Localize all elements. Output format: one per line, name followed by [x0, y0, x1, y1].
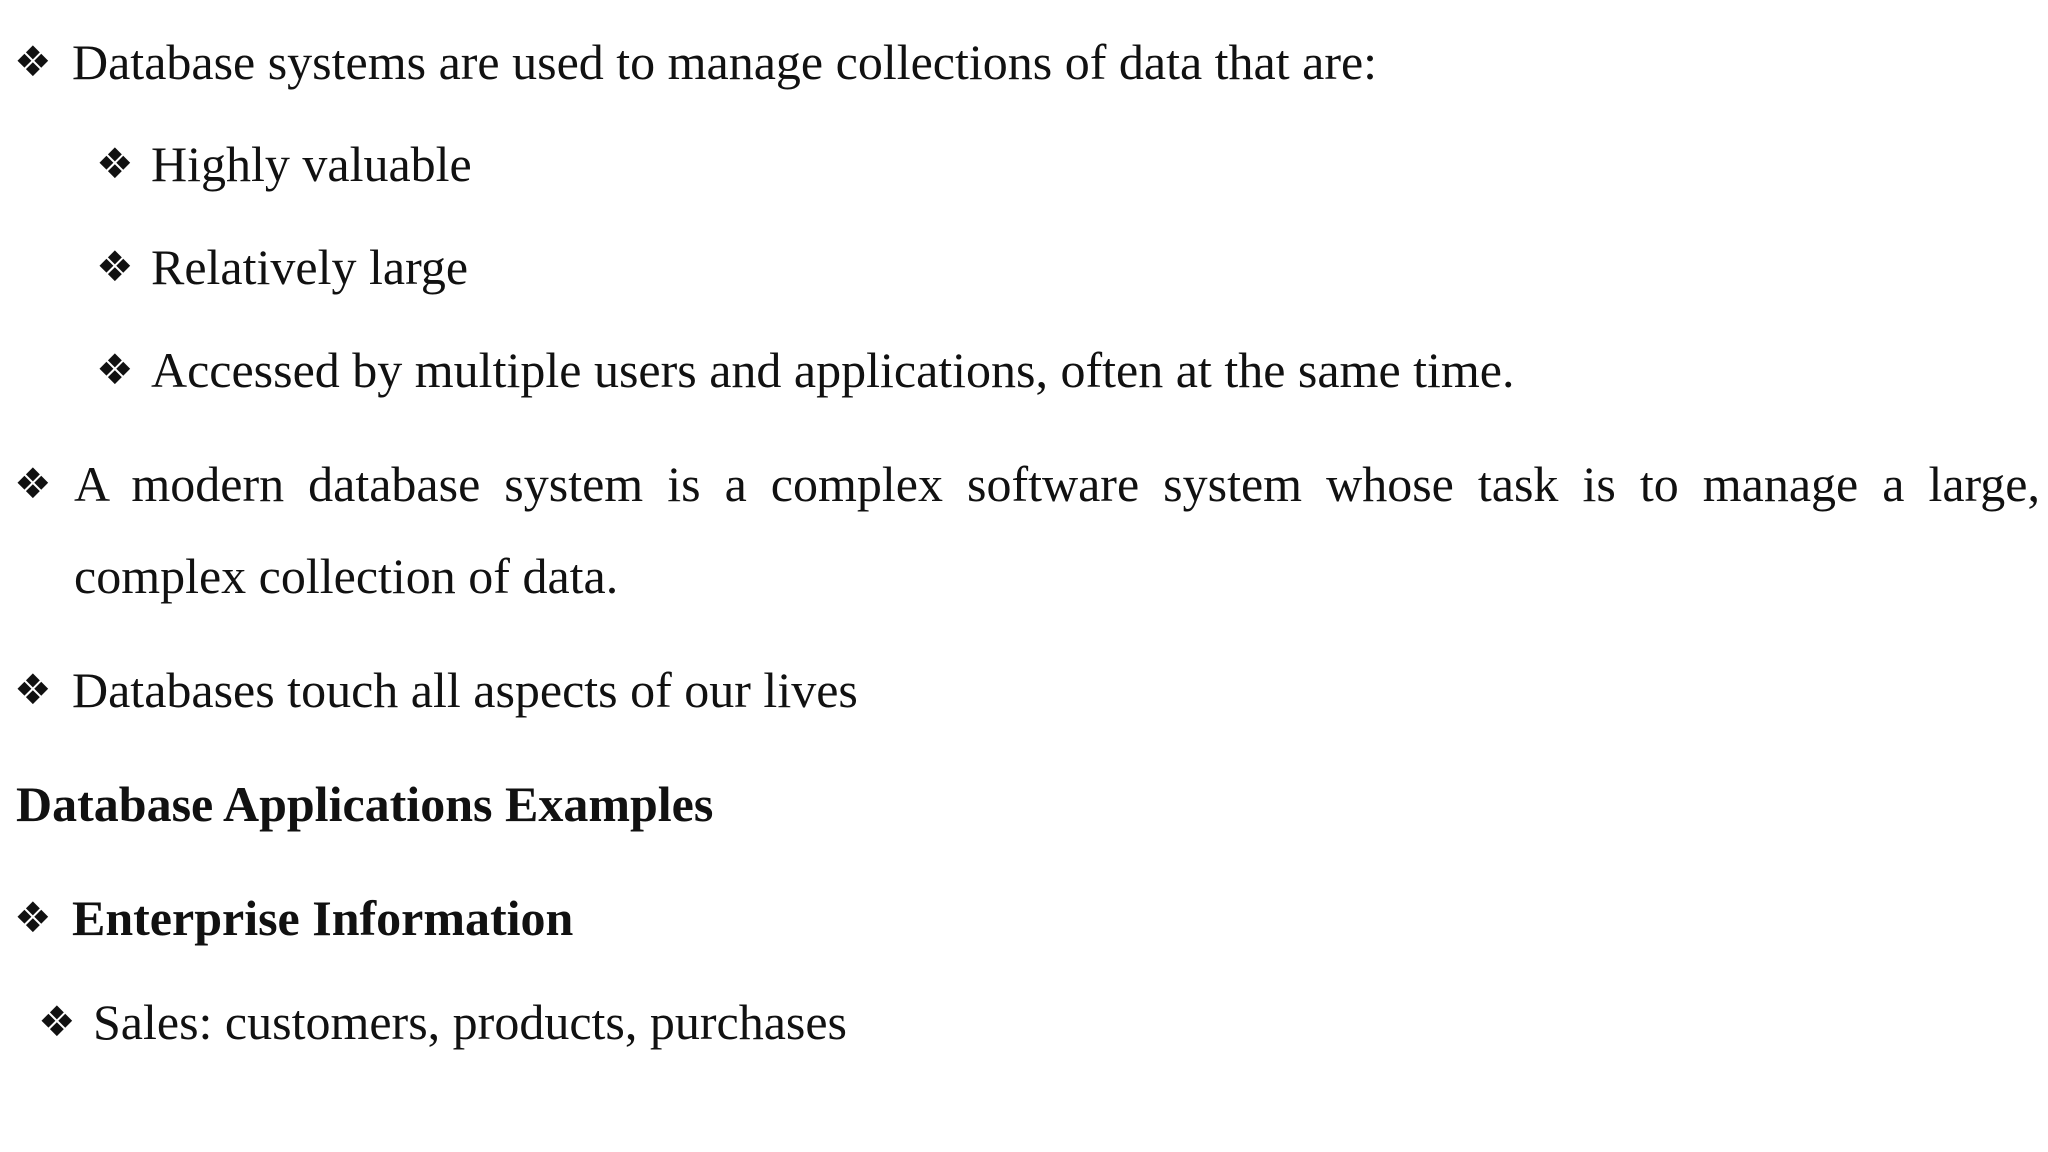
bullet-modern-line1: A modern database system is a complex software system whose task is to manage a large,	[74, 456, 2040, 512]
sub-bullet-1	[96, 134, 472, 194]
diamond-bullet-icon: ❖	[96, 242, 134, 291]
section-heading: Database Applications Examples	[16, 776, 714, 832]
sub-bullet-text: Accessed by multiple users and applications, often at the same time.	[151, 342, 1515, 398]
bullet-enterprise	[14, 888, 573, 948]
diamond-bullet-icon: ❖	[14, 37, 52, 86]
diamond-bullet-icon: ❖	[14, 665, 52, 714]
bullet-text: Enterprise Information	[72, 890, 574, 946]
diamond-bullet-icon: ❖	[14, 459, 52, 508]
diamond-bullet-icon: ❖	[38, 997, 76, 1046]
bullet-intro	[14, 32, 1377, 92]
bullet-text: Databases touch all aspects of our lives	[72, 662, 858, 718]
diamond-bullet-icon: ❖	[96, 139, 134, 188]
bullet-modern-line2: complex collection of data.	[74, 548, 619, 604]
sub-bullet-text: Relatively large	[151, 239, 469, 295]
sub-bullet-sales	[38, 992, 847, 1052]
bullet-text: Database systems are used to manage collections of data that are:	[72, 34, 1378, 90]
diamond-bullet-icon: ❖	[96, 345, 134, 394]
sub-bullet-3	[96, 340, 1515, 400]
diamond-bullet-icon: ❖	[14, 893, 52, 942]
sub-bullet-text: Sales: customers, products, purchases	[93, 994, 848, 1050]
bullet-modern-marker	[14, 454, 72, 514]
sub-bullet-text: Highly valuable	[151, 136, 472, 192]
sub-bullet-2	[96, 237, 468, 297]
bullet-touch	[14, 660, 858, 720]
